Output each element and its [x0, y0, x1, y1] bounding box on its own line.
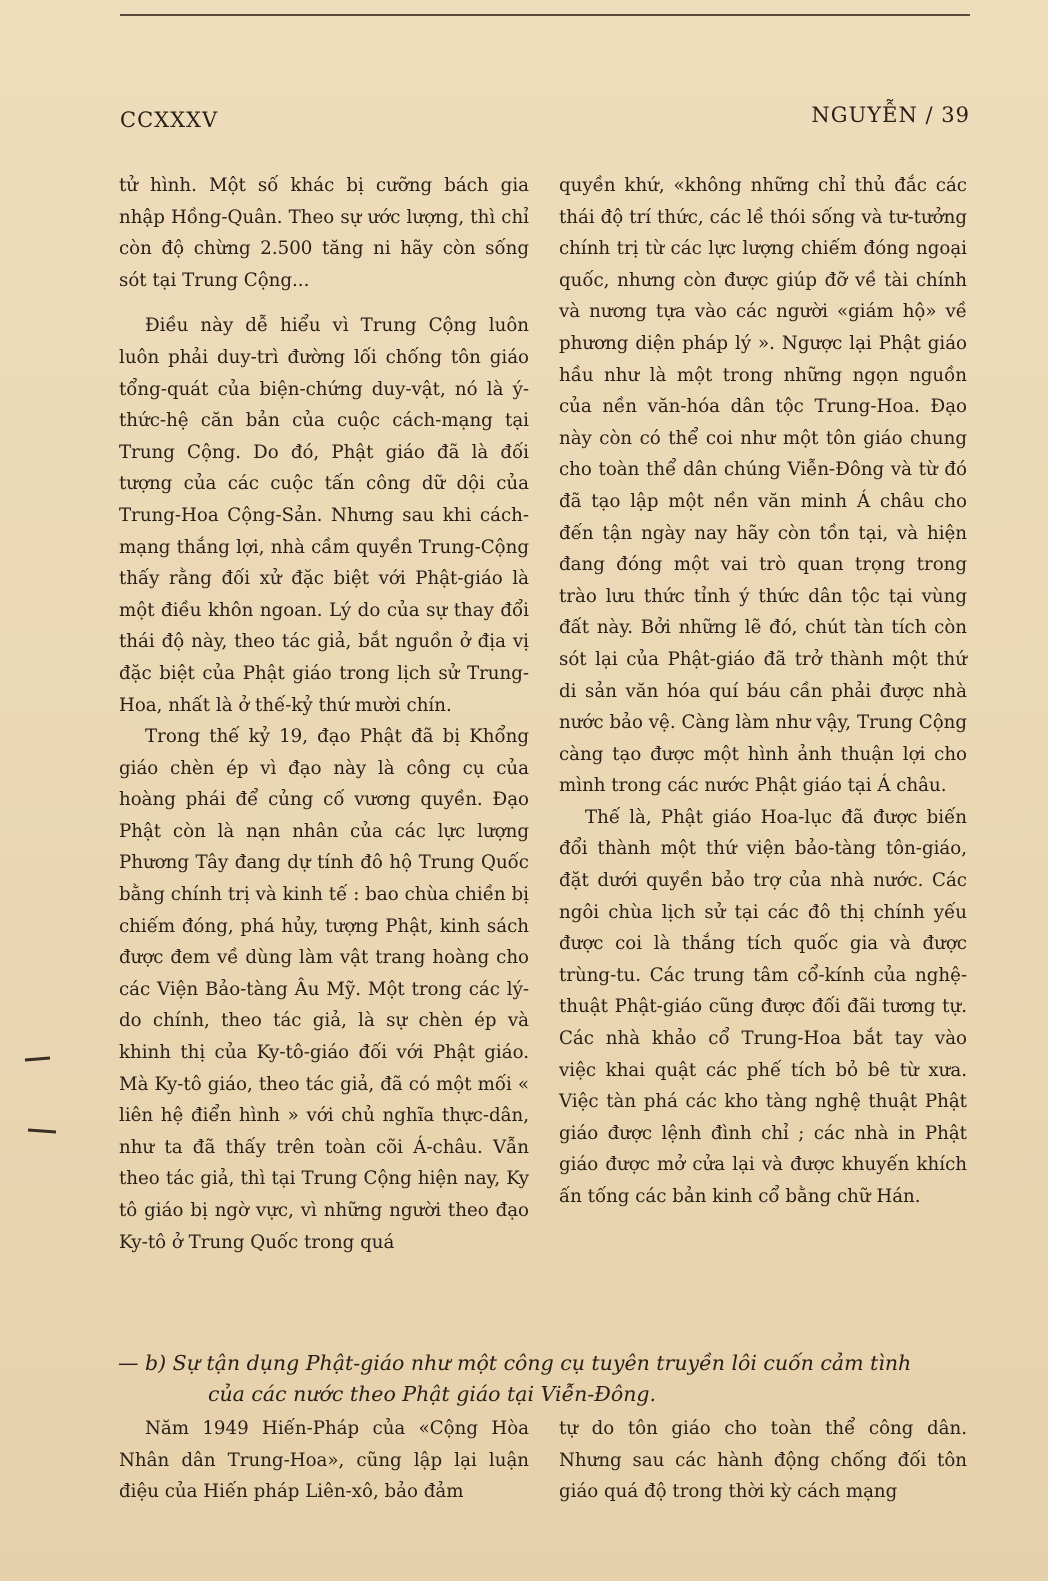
right-paragraph-1: quyền khứ, «không những chỉ thủ đắc các thái độ trí thức, các lề thói sống và tư-tưởng chính trị từ các lực lượng chiếm đóng ngoại quốc, nhưng còn được giúp đỡ về tài chính và nương tựa vào các người «giám hộ» về phương diện pháp lý ». Ngược lại Phật giáo hầu như là một trong những ngọn nguồn của nền văn-hóa dân tộc Trung-Hoa. Đạo này còn có thể coi như một tôn giáo chung cho toàn thể dân chúng Viễn-Đông và từ đó đã tạo lập một nền văn minh Á châu cho đến tận ngày nay hãy còn tồn tại, và hiện đang đóng một vai trò quan trọng trong trào lưu thức tỉnh ý thức dân tộc tại vùng đất này. Bởi những lẽ đó, chút tàn tích còn sót lại của Phật-giáo đã trở thành một thứ di sản văn hóa quí báu cần phải được nhà nước bảo vệ. Càng làm như vậy, Trung Cộng càng tạo được một hình ảnh thuận lợi cho mình trong các nước Phật giáo tại Á châu. [559, 175, 967, 797]
margin-marks [20, 1040, 60, 1180]
section-subheading [118, 1348, 978, 1410]
left-paragraph-1: tử hình. Một số khác bị cưỡng bách gia nhập Hồng-Quân. Theo sự ước lượng, thì chỉ còn độ chừng 2.500 tăng ni hãy còn sống sót tại Trung Cộng... [119, 175, 529, 291]
running-header-left: CCXXXV [120, 108, 219, 132]
bottom-left-column [119, 1413, 529, 1508]
left-column [119, 170, 529, 1258]
bottom-left-paragraph: Năm 1949 Hiến-Pháp của «Cộng Hòa Nhân dân Trung-Hoa», cũng lập lại luận điệu của Hiến pháp Liên-xô, bảo đảm [119, 1418, 529, 1503]
subheading-line-1: — b) Sự tận dụng Phật-giáo như một công cụ tuyên truyền lôi cuốn cảm tình [118, 1351, 912, 1375]
right-column [559, 170, 967, 1213]
right-paragraph-2: Thế là, Phật giáo Hoa-lục đã được biến đổi thành một thứ viện bảo-tàng tôn-giáo, đặt dưới quyền bảo trợ của nhà nước. Các ngôi chùa lịch sử tại các đô thị chính yếu được coi là thắng tích quốc gia và được trùng-tu. Các trung tâm cổ-kính của nghệ-thuật Phật-giáo cũng được đối đãi tương tự. Các nhà khảo cổ Trung-Hoa bắt tay vào việc khai quật các phế tích bỏ bê từ xưa. Việc tàn phá các kho tàng nghệ thuật Phật giáo được lệnh đình chỉ ; các nhà in Phật giáo được mở cửa lại và được khuyến khích ấn tống các bản kinh cổ bằng chữ Hán. [559, 806, 967, 1207]
running-header-right: NGUYỄN / 39 [811, 103, 970, 127]
bottom-right-paragraph: tự do tôn giáo cho toàn thể công dân. Nhưng sau các hành động chống đối tôn giáo quá độ trong thời kỳ cách mạng [559, 1418, 967, 1503]
left-paragraph-2: Điều này dễ hiểu vì Trung Cộng luôn luôn phải duy-trì đường lối chống tôn giáo tổng-quát của biện-chứng duy-vật, nó là ý-thức-hệ căn bản của cuộc cách-mạng tại Trung Cộng. Do đó, Phật giáo đã là đối tượng của các cuộc tấn công dữ dội của Trung-Hoa Cộng-Sản. Nhưng sau khi cách-mạng thắng lợi, nhà cầm quyền Trung-Cộng thấy rằng đối xử đặc biệt với Phật-giáo là một điều khôn ngoan. Lý do của sự thay đổi thái độ này, theo tác giả, bắt nguồn ở địa vị đặc biệt của Phật giáo trong lịch sử Trung-Hoa, nhất là ở thế-kỷ thứ mười chín. [119, 315, 529, 716]
subheading-line-2: của các nước theo Phật giáo tại Viễn-Đông. [208, 1382, 657, 1406]
left-paragraph-3: Trong thế kỷ 19, đạo Phật đã bị Khổng giáo chèn ép vì đạo này là công cụ của hoàng phái để củng cố vương quyền. Đạo Phật còn là nạn nhân của các lực lượng Phương Tây đang dự tính đô hộ Trung Quốc bằng chính trị và kinh tế : bao chùa chiền bị chiếm đóng, phá hủy, tượng Phật, kinh sách được đem về dùng làm vật trang hoàng cho các Viện Bảo-tàng Âu Mỹ. Một trong các lý-do chính, theo tác giả, là sự chèn ép và khinh thị của Ky-tô-giáo đối với Phật giáo. Mà Ky-tô giáo, theo tác giả, đã có một mối « liên hệ điển hình » với chủ nghĩa thực-dân, như ta đã thấy trên toàn cõi Á-châu. Vẫn theo tác giả, thì tại Trung Cộng hiện nay, Ky tô giáo bị ngờ vực, vì những người theo đạo Ky-tô ở Trung Quốc trong quá [119, 726, 529, 1253]
top-rule [120, 14, 970, 16]
bottom-right-column [559, 1413, 967, 1508]
